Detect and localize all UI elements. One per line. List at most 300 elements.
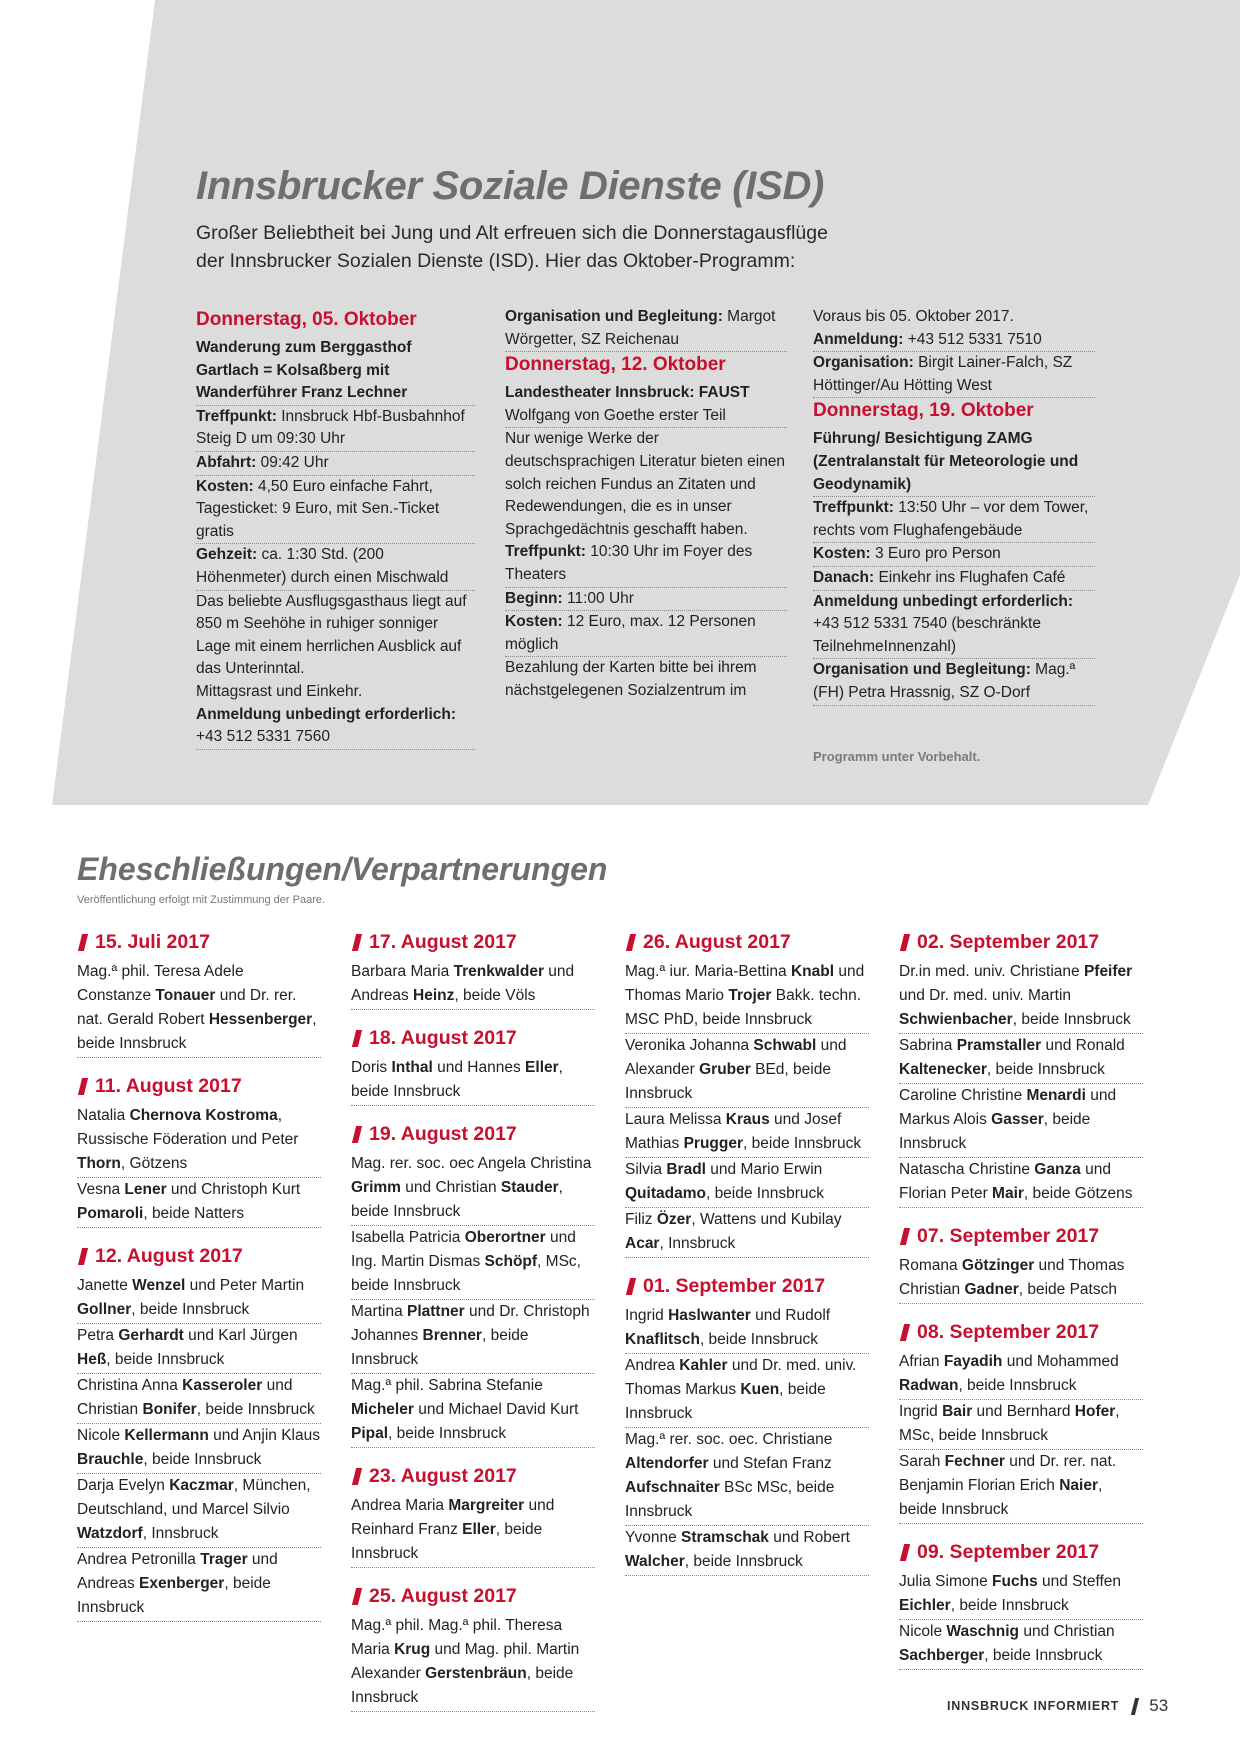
surname: Stauder	[500, 1179, 559, 1196]
entry-text: Nicole	[77, 1427, 125, 1444]
red-slash-mark	[900, 1228, 910, 1245]
marriage-entry	[625, 1158, 869, 1208]
surname: Eller	[462, 1521, 496, 1538]
entry-text: , beide Götzens	[1023, 1185, 1133, 1202]
marriage-entry	[625, 1526, 869, 1576]
surname: Özer	[656, 1211, 692, 1228]
entry-text: und Markus Alois	[899, 1087, 1117, 1128]
entry-text: Natascha Christine	[899, 1161, 1035, 1178]
entry-text: , beide Natters	[143, 1205, 245, 1222]
red-slash-mark	[626, 1278, 636, 1295]
entry-text: Janette	[77, 1277, 133, 1294]
red-slash-mark	[352, 934, 362, 951]
surname: Altendorfer	[625, 1455, 709, 1472]
isd-intro: Großer Beliebtheit bei Jung und Alt erfreuen sich die Donnerstagausflüge der Innsbrucker Sozialen Dienste (ISD). Hier das Oktober-Programm:	[196, 222, 828, 272]
surname: Micheler	[351, 1401, 414, 1418]
surname: Inthal	[391, 1059, 433, 1076]
surname: Hofer	[1074, 1403, 1116, 1420]
surname: Kellermann	[124, 1427, 209, 1444]
isd-info-value: Birgit Lainer-Falch, SZ Höttinger/Au Hötting West	[813, 354, 1073, 394]
entry-text: Yvonne	[625, 1529, 682, 1546]
entry-text: und Thomas Mario	[625, 963, 865, 1004]
surname: Krug	[394, 1641, 431, 1658]
marriage-date-heading	[899, 1318, 1143, 1346]
marriage-date: 17. August 2017	[369, 931, 517, 953]
marriage-entry	[77, 960, 321, 1058]
isd-info-value: 12 Euro, max. 12 Personen möglich	[505, 613, 756, 653]
entry-text: , beide Innsbruck	[899, 1111, 1091, 1152]
surname: Gruber	[699, 1061, 751, 1078]
isd-info-key: Kosten:	[813, 545, 871, 563]
isd-info-line	[813, 497, 1095, 543]
surname: Fuchs	[992, 1573, 1038, 1590]
entry-text: und Dr. Christoph Johannes	[351, 1303, 590, 1344]
entry-text: und Ronald	[1041, 1037, 1125, 1054]
isd-info-value: Mag.ª (FH) Petra Hrassnig, SZ O-Dorf	[813, 661, 1076, 701]
entry-text: Mag.ª phil. Sabrina Stefanie	[351, 1377, 543, 1394]
surname: Grimm	[351, 1179, 401, 1196]
isd-info-value: +43 512 5331 7540 (beschränkte TeilnehmeInnenzahl)	[813, 615, 1041, 655]
marriage-date-heading	[351, 928, 595, 956]
entry-text: , Innsbruck	[142, 1525, 219, 1542]
red-slash-mark	[900, 1544, 910, 1561]
entry-text: , beide Innsbruck	[684, 1553, 803, 1570]
marriage-date: 09. September 2017	[917, 1541, 1100, 1563]
marriage-date-heading	[625, 1272, 869, 1300]
entry-text: Silvia	[625, 1161, 667, 1178]
isd-info-key: Anmeldung unbedingt erforderlich:	[813, 592, 1074, 610]
red-slash-mark	[78, 1248, 88, 1265]
surname: Bair	[942, 1403, 973, 1420]
surname: Kasseroler	[182, 1377, 263, 1394]
marriage-entry	[77, 1104, 321, 1178]
entry-text: und Dr. med. univ. Thomas Markus	[625, 1357, 857, 1398]
surname: Kaczmar	[169, 1477, 234, 1494]
entry-text: und Christian	[77, 1377, 293, 1418]
surname: Pomaroli	[77, 1205, 144, 1222]
surname: Pipal	[351, 1425, 389, 1442]
entry-text: , beide Innsbruck	[958, 1377, 1077, 1394]
isd-day-text: Donnerstag, 12. Oktober	[505, 354, 726, 376]
entry-text: , MSc, beide Innsbruck	[351, 1253, 581, 1294]
surname: Gasser	[991, 1111, 1044, 1128]
marriage-date: 18. August 2017	[369, 1027, 517, 1049]
surname: Schwienbacher	[899, 1011, 1013, 1028]
entry-text: , MSc, beide Innsbruck	[899, 1403, 1120, 1444]
surname: Acar	[625, 1235, 660, 1252]
entry-text: Vesna	[77, 1181, 125, 1198]
marriage-date: 25. August 2017	[369, 1585, 517, 1607]
entry-text: und Reinhard Franz	[351, 1497, 555, 1538]
isd-info-value: 3 Euro pro Person	[870, 545, 1001, 563]
entry-text: , Innsbruck	[659, 1235, 736, 1252]
marriages-column-1	[77, 928, 321, 1622]
surname: Brenner	[422, 1327, 482, 1344]
surname: Chernova Kostroma	[129, 1107, 278, 1124]
entry-text: , beide Innsbruck	[388, 1425, 507, 1442]
entry-text: Sarah	[899, 1453, 945, 1470]
entry-text: Mag.ª phil. Teresa Adele Constanze	[77, 963, 244, 1004]
isd-column-2	[505, 306, 787, 703]
page-number: 53	[1149, 1696, 1169, 1715]
isd-info-key: Danach:	[813, 568, 875, 586]
marriage-date-heading	[77, 1242, 321, 1270]
entry-text: und Dr. rer. nat. Gerald Robert	[77, 987, 297, 1028]
entry-text: Andrea Maria	[351, 1497, 449, 1514]
marriage-entry	[351, 1152, 595, 1226]
isd-paragraph	[505, 428, 787, 541]
isd-info-key: Landestheater Innsbruck: FAUST	[505, 384, 750, 402]
red-slash-mark	[352, 1588, 362, 1605]
marriage-entry	[77, 1424, 321, 1474]
isd-info-line	[505, 382, 787, 428]
surname: Hessenberger	[208, 1011, 313, 1028]
isd-info-line	[505, 588, 787, 612]
entry-text: und Stefan Franz	[708, 1455, 832, 1472]
marriage-entry	[625, 1034, 869, 1108]
isd-info-line	[813, 567, 1095, 591]
entry-text: und Karl Jürgen	[183, 1327, 298, 1344]
entry-text: Petra	[77, 1327, 119, 1344]
marriage-entry	[899, 1158, 1143, 1208]
surname: Schöpf	[484, 1253, 538, 1270]
marriage-date: 07. September 2017	[917, 1225, 1100, 1247]
isd-info-key: Kosten:	[505, 613, 563, 631]
isd-info-value: 4,50 Euro einfache Fahrt, Tagesticket: 9 Euro, mit Sen.-Ticket gratis	[196, 477, 440, 540]
surname: Stramschak	[681, 1529, 769, 1546]
entry-text: , beide Innsbruck	[743, 1135, 862, 1152]
marriage-entry	[899, 1034, 1143, 1084]
entry-text: Barbara Maria	[351, 963, 454, 980]
entry-text: und Andreas	[351, 963, 575, 1004]
entry-text: Nicole	[899, 1623, 947, 1640]
marriage-date-heading	[77, 1072, 321, 1100]
marriage-date: 19. August 2017	[369, 1123, 517, 1145]
entry-text: Doris	[351, 1059, 392, 1076]
entry-text: , beide Innsbruck	[899, 1477, 1103, 1518]
marriage-entry	[899, 1620, 1143, 1670]
red-slash-mark	[352, 1030, 362, 1047]
isd-info-value: +43 512 5331 7560	[196, 728, 331, 746]
surname: Knabl	[790, 963, 835, 980]
surname: Gerstenbräun	[425, 1665, 527, 1682]
marriage-date: 11. August 2017	[95, 1075, 242, 1097]
surname: Prugger	[683, 1135, 744, 1152]
isd-info-value: Einkehr ins Flughafen Café	[874, 568, 1066, 586]
isd-event-title-text: Wanderung zum Berggasthof Gartlach = Kolsaßberg mit Wanderführer Franz Lechner	[196, 339, 412, 402]
entry-text: Romana	[899, 1257, 962, 1274]
entry-text: und Josef Mathias	[625, 1111, 842, 1152]
entry-text: , beide Innsbruck	[77, 1011, 317, 1052]
entry-text: , München, Deutschland, und Marcel Silvio	[77, 1477, 311, 1518]
surname: Trager	[200, 1551, 248, 1568]
isd-info-line	[196, 704, 475, 750]
entry-text: Ingrid	[899, 1403, 943, 1420]
entry-text: , beide Innsbruck	[986, 1061, 1105, 1078]
entry-text: und Hannes	[432, 1059, 526, 1076]
red-slash-mark	[352, 1468, 362, 1485]
red-slash-mark	[626, 934, 636, 951]
red-slash-mark	[78, 934, 88, 951]
isd-event-title	[813, 428, 1095, 497]
marriage-date: 15. Juli 2017	[95, 931, 210, 953]
surname: Eichler	[899, 1597, 951, 1614]
isd-info-line	[505, 541, 787, 587]
marriage-date: 26. August 2017	[643, 931, 791, 953]
entry-text: und Thomas Christian	[899, 1257, 1125, 1298]
surname: Bradl	[666, 1161, 706, 1178]
isd-info-key: Anmeldung unbedingt erforderlich:	[196, 705, 457, 723]
surname: Naier	[1059, 1477, 1099, 1494]
entry-text: , beide Innsbruck	[143, 1451, 262, 1468]
isd-day-text: Donnerstag, 19. Oktober	[813, 400, 1034, 422]
marriage-entry	[625, 1428, 869, 1526]
isd-info-value: Wolfgang von Goethe erster Teil	[505, 406, 726, 424]
isd-event-title	[196, 337, 475, 406]
entry-text: , beide Innsbruck	[984, 1647, 1103, 1664]
surname: Eller	[525, 1059, 559, 1076]
entry-text: Dr.in med. univ. Christiane	[899, 963, 1084, 980]
entry-text: BEd, beide Innsbruck	[625, 1061, 831, 1102]
isd-info-value: Margot Wörgetter, SZ Reichenau	[505, 308, 776, 348]
isd-info-line	[813, 352, 1095, 398]
isd-info-key: Abfahrt:	[196, 453, 257, 471]
entry-text: Natalia	[77, 1107, 130, 1124]
marriage-entry	[351, 1494, 595, 1568]
surname: Menardi	[1026, 1087, 1086, 1104]
surname: Pramstaller	[956, 1037, 1042, 1054]
isd-info-line	[813, 329, 1095, 353]
entry-text: und Mag. phil. Martin Alexander	[351, 1641, 580, 1682]
entry-text: , beide Innsbruck	[1012, 1011, 1131, 1028]
entry-text: und Michael David Kurt	[413, 1401, 579, 1418]
entry-text: Christina Anna	[77, 1377, 183, 1394]
isd-info-line	[196, 476, 475, 545]
marriage-date-heading	[351, 1462, 595, 1490]
isd-paragraph	[196, 591, 475, 681]
marriage-entry	[351, 1226, 595, 1300]
entry-text: , beide Innsbruck	[625, 1381, 826, 1422]
marriage-date-heading	[899, 928, 1143, 956]
surname: Tonauer	[155, 987, 216, 1004]
marriage-entry	[625, 1304, 869, 1354]
surname: Exenberger	[139, 1575, 225, 1592]
marriages-subtitle: Veröffentlichung erfolgt mit Zustimmung der Paare.	[77, 894, 326, 906]
isd-info-value: 13:50 Uhr – vor dem Tower, rechts vom Flughafengebäude	[813, 499, 1089, 539]
marriage-entry	[351, 960, 595, 1010]
surname: Oberortner	[464, 1229, 546, 1246]
surname: Gerhardt	[118, 1327, 184, 1344]
red-slash-mark	[78, 1078, 88, 1095]
isd-info-value: 11:00 Uhr	[562, 589, 634, 607]
isd-info-line	[505, 306, 787, 352]
surname: Plattner	[407, 1303, 465, 1320]
marriage-date: 02. September 2017	[917, 931, 1100, 953]
surname: Haslwanter	[668, 1307, 751, 1324]
surname: Ganza	[1034, 1161, 1081, 1178]
isd-info-line	[196, 452, 475, 476]
entry-text: Mag. rer. soc. oec Angela Christina	[351, 1155, 592, 1172]
publication-name: INNSBRUCK INFORMIERT	[947, 1699, 1120, 1713]
entry-text: , beide Völs	[454, 987, 536, 1004]
entry-text: und Robert	[768, 1529, 850, 1546]
entry-text: , beide Innsbruck	[77, 1575, 271, 1616]
surname: Walcher	[625, 1553, 685, 1570]
entry-text: und Andreas	[77, 1551, 278, 1592]
isd-info-key: Organisation:	[813, 354, 914, 372]
entry-text: BSc MSc, beide Innsbruck	[625, 1479, 835, 1520]
entry-text: , Russische Föderation und Peter	[77, 1107, 299, 1148]
isd-info-line	[813, 543, 1095, 567]
marriage-entry	[625, 1208, 869, 1258]
marriage-entry	[899, 1084, 1143, 1158]
entry-text: , Wattens und Kubilay	[691, 1211, 842, 1228]
entry-text: , beide Innsbruck	[351, 1059, 563, 1100]
red-slash-mark	[352, 1126, 362, 1143]
entry-text: , beide Innsbruck	[950, 1597, 1069, 1614]
surname: Bonifer	[142, 1401, 197, 1418]
isd-paragraph-text: Voraus bis 05. Oktober 2017.	[813, 308, 1014, 325]
marriage-date-heading	[351, 1582, 595, 1610]
entry-text: Mag.ª rer. soc. oec. Christiane	[625, 1431, 833, 1448]
entry-text: Mag.ª iur. Maria-Bettina	[625, 963, 791, 980]
marriage-entry	[351, 1614, 595, 1712]
isd-info-line	[505, 611, 787, 657]
marriage-date-heading	[625, 928, 869, 956]
entry-text: Caroline Christine	[899, 1087, 1027, 1104]
surname: Gadner	[964, 1281, 1019, 1298]
isd-day-heading	[196, 307, 475, 333]
marriage-entry	[351, 1056, 595, 1106]
isd-info-key: Organisation und Begleitung:	[505, 308, 723, 325]
entry-text: Andrea	[625, 1357, 680, 1374]
entry-text: Julia Simone	[899, 1573, 993, 1590]
entry-text: und Alexander	[625, 1037, 847, 1078]
surname: Brauchle	[77, 1451, 144, 1468]
isd-paragraph	[813, 306, 1095, 329]
isd-info-line	[196, 406, 475, 452]
surname: Lener	[124, 1181, 167, 1198]
isd-paragraph-text: Nur wenige Werke der deutschsprachigen Literatur bieten einen solch reichen Fundus an Zitaten und Redewendungen, die es in unser Sprachgedächtnis geschafft haben.	[505, 430, 786, 538]
isd-paragraph-text: Das beliebte Ausflugsgasthaus liegt auf 850 m Seehöhe in ruhiger sonniger Lage mit einem herrlichen Ausblick auf das Unterinntal.	[196, 592, 467, 678]
marriage-entry	[899, 1254, 1143, 1304]
marriage-entry	[625, 1354, 869, 1428]
entry-text: und Ing. Martin Dismas	[351, 1229, 576, 1270]
surname: Sachberger	[899, 1647, 985, 1664]
marriage-date-heading	[899, 1222, 1143, 1250]
entry-text: und Mario Erwin	[705, 1161, 823, 1178]
marriage-entry	[899, 960, 1143, 1034]
surname: Fayadih	[943, 1353, 1003, 1370]
isd-paragraph	[505, 657, 787, 702]
surname: Pfeifer	[1083, 963, 1133, 980]
marriage-entry	[77, 1374, 321, 1424]
surname: Heinz	[413, 987, 455, 1004]
isd-info-key: Treffpunkt:	[505, 543, 586, 561]
surname: Kraus	[725, 1111, 770, 1128]
surname: Radwan	[899, 1377, 959, 1394]
marriage-entry	[625, 960, 869, 1034]
marriage-date: 01. September 2017	[643, 1275, 826, 1297]
surname: Schwabl	[753, 1037, 817, 1054]
marriage-date: 08. September 2017	[917, 1321, 1100, 1343]
entry-text: , beide Innsbruck	[196, 1401, 315, 1418]
isd-note: Programm unter Vorbehalt.	[813, 749, 981, 764]
marriage-entry	[77, 1178, 321, 1228]
entry-text: Veronika Johanna	[625, 1037, 754, 1054]
entry-text: , beide Innsbruck	[699, 1331, 818, 1348]
isd-paragraph-text: Bezahlung der Karten bitte bei ihrem nächstgelegenen Sozialzentrum im	[505, 659, 757, 699]
isd-title: Innsbrucker Soziale Dienste (ISD)	[196, 164, 825, 208]
isd-info-line	[813, 591, 1095, 660]
isd-info-key: Organisation und Begleitung:	[813, 661, 1031, 679]
isd-info-line	[196, 544, 475, 590]
surname: Quitadamo	[625, 1185, 706, 1202]
surname: Fechner	[944, 1453, 1005, 1470]
entry-text: und Christian	[1019, 1623, 1115, 1640]
marriage-entry	[899, 1350, 1143, 1400]
marriages-column-3	[625, 928, 869, 1576]
marriage-date: 12. August 2017	[95, 1245, 243, 1267]
entry-text: und Rudolf	[750, 1307, 831, 1324]
surname: Knaflitsch	[625, 1331, 700, 1348]
isd-info-value: Innsbruck Hbf-Busbahnhof Steig D um 09:30 Uhr	[196, 407, 465, 448]
entry-text: Laura Melissa	[625, 1111, 726, 1128]
surname: Aufschnaiter	[625, 1479, 720, 1496]
marriage-date-heading	[351, 1120, 595, 1148]
isd-info-key: Anmeldung:	[813, 330, 904, 348]
entry-text: Isabella Patricia	[351, 1229, 465, 1246]
entry-text: Filiz	[625, 1211, 657, 1228]
surname: Götzinger	[961, 1257, 1035, 1274]
entry-text: , beide Innsbruck	[351, 1665, 574, 1706]
isd-day-heading	[505, 352, 787, 378]
marriage-date-heading	[77, 928, 321, 956]
entry-text: und Steffen	[1037, 1573, 1122, 1590]
isd-paragraph-text: Mittagsrast und Einkehr.	[196, 682, 363, 700]
entry-text: und Bernhard	[972, 1403, 1075, 1420]
entry-text: und Dr. med. univ. Martin	[899, 987, 1072, 1004]
isd-event-title-text: Führung/ Besichtigung ZAMG (Zentralanstalt für Meteorologie und Geodynamik)	[813, 430, 1079, 493]
isd-info-key: Kosten:	[196, 477, 254, 495]
entry-text: und Dr. rer. nat. Benjamin Florian Erich	[899, 1453, 1117, 1494]
isd-info-key: Gehzeit:	[196, 546, 258, 564]
entry-text: , beide Innsbruck	[351, 1327, 529, 1368]
isd-day-heading	[813, 398, 1095, 424]
entry-text: , beide Innsbruck	[106, 1351, 225, 1368]
surname: Kahler	[679, 1357, 728, 1374]
entry-text: Darja Evelyn	[77, 1477, 170, 1494]
isd-info-value: 09:42 Uhr	[256, 453, 329, 471]
entry-text: und Anjin Klaus	[208, 1427, 320, 1444]
surname: Wenzel	[132, 1277, 186, 1294]
marriage-entry	[77, 1324, 321, 1374]
isd-info-value: ca. 1:30 Std. (200 Höhenmeter) durch einen Mischwald	[196, 546, 449, 586]
surname: Gollner	[77, 1301, 132, 1318]
surname: Watzdorf	[77, 1525, 143, 1542]
marriage-entry	[351, 1300, 595, 1374]
marriage-entry	[77, 1548, 321, 1622]
footer-slash-mark	[1131, 1698, 1139, 1715]
entry-text: Afrian	[899, 1353, 944, 1370]
surname: Kuen	[740, 1381, 780, 1398]
entry-text: und Christian	[400, 1179, 501, 1196]
marriage-date-heading	[899, 1538, 1143, 1566]
isd-day-text: Donnerstag, 05. Oktober	[196, 309, 417, 330]
entry-text: und Mohammed	[1002, 1353, 1119, 1370]
entry-text: Andrea Petronilla	[77, 1551, 201, 1568]
entry-text: Ingrid	[625, 1307, 669, 1324]
